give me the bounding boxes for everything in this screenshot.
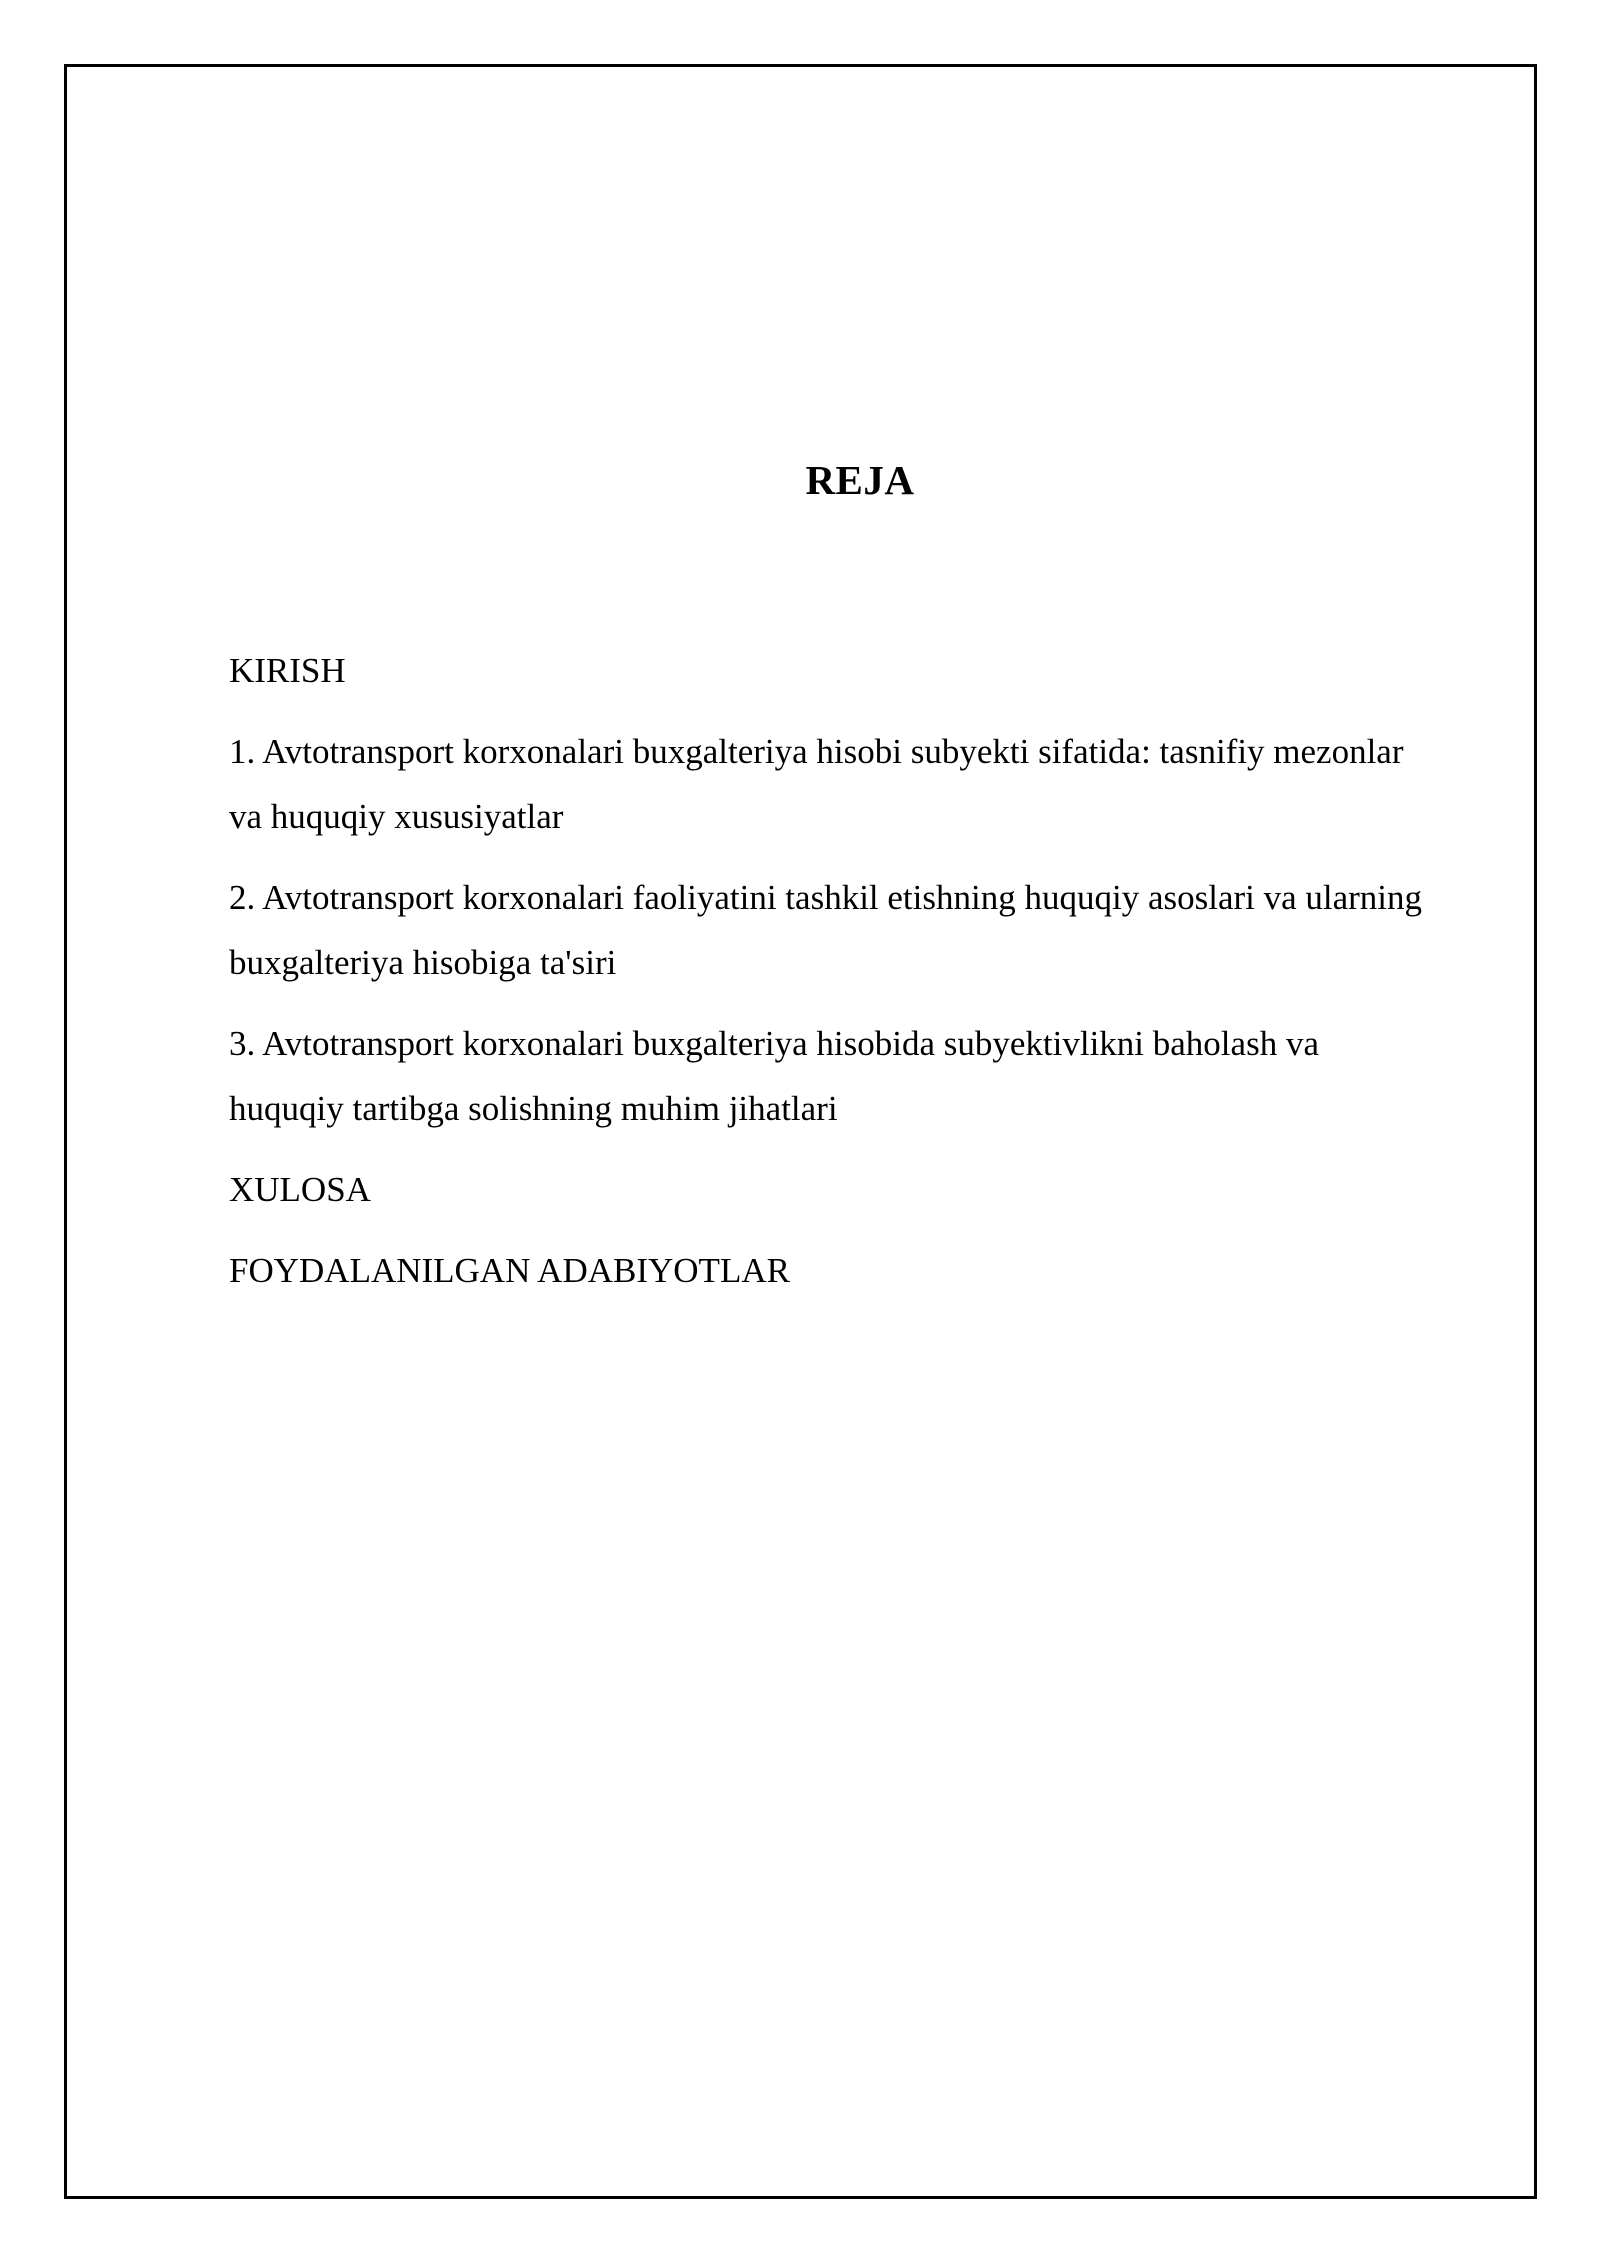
toc-entry-chapter-1: 1. Avtotransport korxonalari buxgalteriya hisobi subyekti sifatida: tasnifiy mezonlar va huquqiy xususiyatlar — [229, 732, 1404, 836]
toc-entry-chapter-3: 3. Avtotransport korxonalari buxgalteriya hisobida subyektivlikni baholash va huquqiy tartibga solishning muhim jihatlari — [229, 1024, 1319, 1128]
table-of-contents — [229, 638, 1429, 1319]
toc-entry-chapter-2: 2. Avtotransport korxonalari faoliyatini tashkil etishning huquqiy asoslari va ularning buxgalteriya hisobiga ta'siri — [229, 878, 1423, 982]
toc-entry-introduction: KIRISH — [229, 651, 346, 690]
toc-entry-conclusion: XULOSA — [229, 1170, 371, 1209]
document-title: REJA — [805, 457, 915, 503]
toc-entry-references: FOYDALANILGAN ADABIYOTLAR — [229, 1251, 790, 1290]
